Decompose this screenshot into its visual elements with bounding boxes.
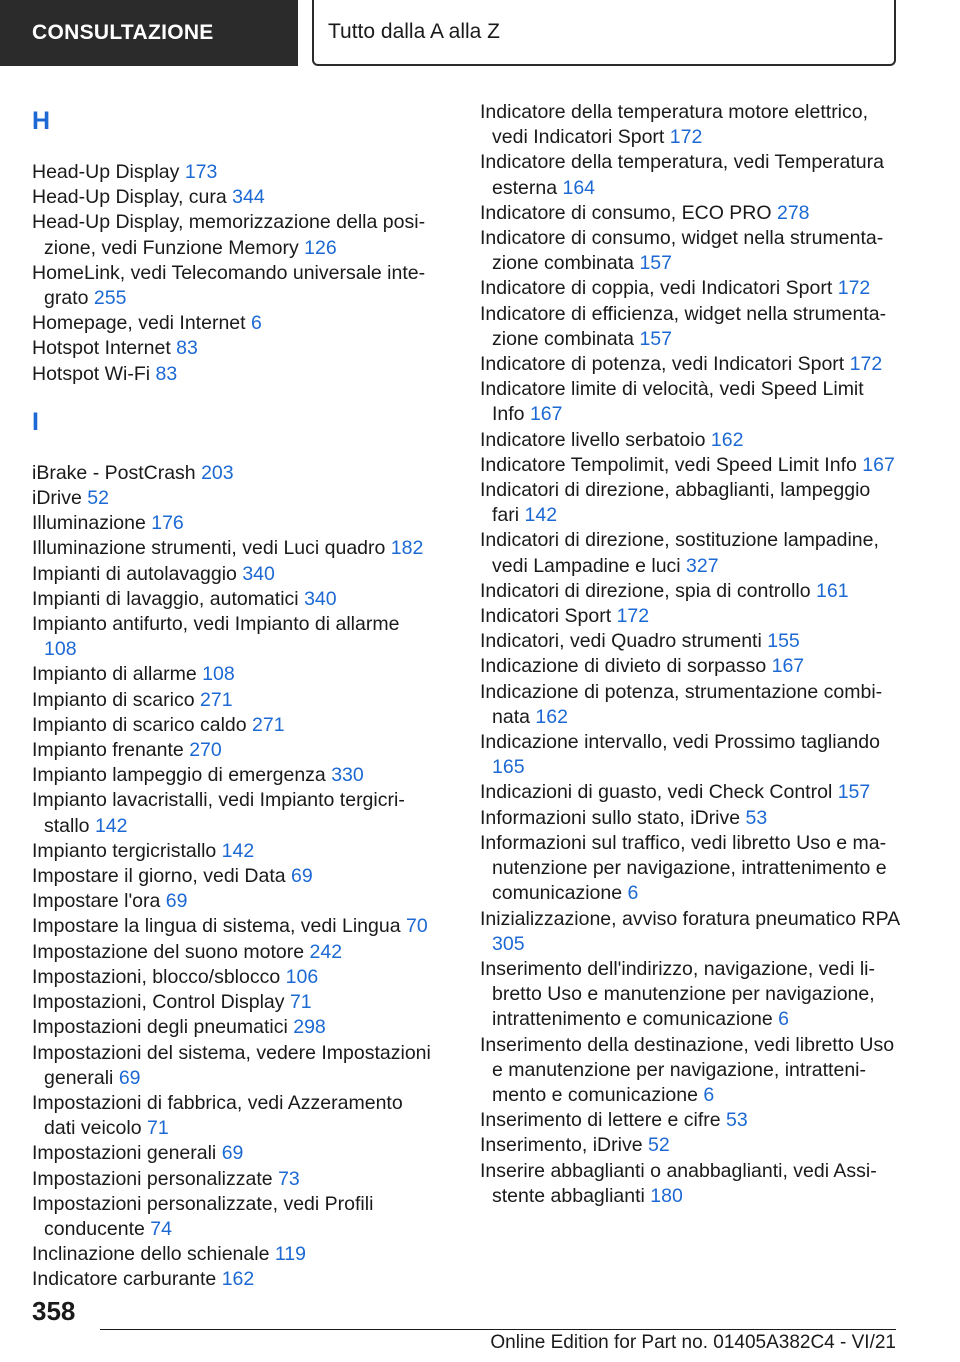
entry-text: Indicazione di potenza, strumentazione combinata [480, 680, 883, 728]
page-reference-link[interactable]: 108 [44, 638, 77, 661]
page-reference-link[interactable]: 6 [703, 1083, 715, 1106]
index-entry [32, 889, 437, 914]
page-reference-link[interactable]: 6 [250, 312, 262, 335]
page-reference-link[interactable]: 327 [686, 554, 719, 577]
page-reference-link[interactable]: 182 [390, 537, 424, 560]
index-entry [32, 914, 437, 939]
entry-text: Impostare l'ora [32, 890, 161, 913]
entry-text: Impianto di scarico caldo [32, 713, 247, 736]
entry-text: Impianti di lavaggio, automatici [32, 587, 299, 610]
page-reference-link[interactable]: 6 [627, 882, 639, 905]
index-entry [32, 738, 437, 763]
page-reference-link[interactable]: 69 [165, 890, 188, 913]
index-entry [32, 185, 437, 210]
page-reference-link[interactable]: 73 [278, 1167, 300, 1190]
page-reference-link[interactable]: 6 [778, 1008, 790, 1031]
index-entry [32, 1167, 437, 1192]
index-entry [480, 654, 900, 679]
page-reference-link[interactable]: 142 [524, 504, 558, 527]
index-entry [32, 1141, 437, 1166]
index-entry [32, 940, 437, 965]
index-entry [480, 150, 900, 200]
index-column-left [32, 100, 437, 1293]
page-reference-link[interactable]: 53 [726, 1109, 748, 1132]
index-entry [32, 210, 437, 260]
edition-info: Online Edition for Part no. 01405A382C4 - VI/21 [490, 1332, 896, 1353]
entry-text: Impianto lampeggio di emergenza [32, 764, 326, 787]
entry-text: Hotspot Internet [32, 337, 171, 360]
index-entry [32, 536, 437, 561]
index-entry [32, 311, 437, 336]
entry-text: Inclinazione dello schienale [32, 1243, 270, 1266]
index-entry [32, 486, 437, 511]
page-reference-link[interactable]: 162 [221, 1268, 255, 1291]
entry-text: Inserire abbaglianti o anabbaglianti, vedi Assistente abbaglianti [480, 1159, 877, 1207]
page-reference-link[interactable]: 298 [293, 1016, 326, 1039]
index-entry [32, 612, 437, 662]
entry-text: Indicatore carburante [32, 1268, 217, 1291]
entry-text: Indicatori di direzione, sostituzione lampadine, vedi Lampadine e luci [480, 529, 879, 577]
entry-text: iBrake - PostCrash [32, 461, 196, 484]
entry-text: Indicatore Tempolimit, vedi Speed Limit Info [480, 453, 857, 476]
index-entry [480, 1033, 900, 1109]
entry-text: Head-Up Display [32, 161, 180, 183]
index-column-right [480, 100, 900, 1209]
page-reference-link[interactable]: 173 [184, 161, 218, 183]
index-entry [480, 1108, 900, 1133]
page-reference-link[interactable]: 172 [849, 353, 883, 376]
page-reference-link[interactable]: 53 [745, 806, 768, 829]
page-reference-link[interactable]: 161 [816, 579, 849, 602]
page-reference-link[interactable]: 157 [639, 327, 672, 350]
page-reference-link[interactable]: 270 [189, 739, 222, 762]
index-entry [480, 604, 900, 629]
page-reference-link[interactable]: 52 [87, 487, 109, 510]
entry-text: Illuminazione [32, 512, 146, 535]
index-entry [32, 965, 437, 990]
page-reference-link[interactable]: 305 [492, 932, 525, 955]
index-entry [480, 478, 900, 528]
page-reference-link[interactable]: 106 [285, 965, 319, 988]
index-entry [32, 662, 437, 687]
page-reference-link[interactable]: 69 [291, 865, 313, 888]
index-entry [480, 201, 900, 226]
page-reference-link[interactable]: 83 [176, 337, 198, 360]
index-entry [480, 453, 900, 478]
entry-text: Homepage, vedi Internet [32, 312, 246, 335]
entry-text: Inserimento dell'indirizzo, navigazione, vedi libretto Uso e manutenzione per navigazione, intrattenimento e comunicazione [480, 957, 876, 1031]
index-entry [480, 907, 900, 957]
entry-text: Inizializzazione, avviso foratura pneumatico RPA [480, 907, 900, 930]
index-entry [480, 780, 900, 805]
index-entry [32, 688, 437, 713]
entry-text: Head-Up Display, memorizzazione della posizione, vedi Funzione Memory [32, 211, 426, 259]
entry-text: Impostazioni di fabbrica, vedi Azzeramento dati veicolo [32, 1091, 403, 1140]
page-reference-link[interactable]: 71 [146, 1117, 169, 1140]
index-entry [480, 302, 900, 352]
entry-text: Indicazioni di guasto, vedi Check Control [480, 781, 833, 804]
page-reference-link[interactable]: 71 [289, 991, 312, 1014]
index-entry [480, 629, 900, 654]
index-entry [32, 1242, 437, 1267]
page-reference-link[interactable]: 340 [242, 562, 275, 585]
index-entry [32, 839, 437, 864]
entry-text: Impostazioni generali [32, 1142, 217, 1165]
entry-text: Impostazioni personalizzate [32, 1167, 273, 1190]
index-entry [480, 377, 900, 427]
index-entry [32, 788, 437, 838]
page-reference-link[interactable]: 83 [155, 362, 178, 385]
page-reference-link[interactable]: 340 [304, 587, 337, 610]
entry-text: Impianti di autolavaggio [32, 562, 237, 585]
entry-text: Impostare il giorno, vedi Data [32, 865, 286, 888]
index-entry [32, 336, 437, 361]
entry-text: Impostazioni personalizzate, vedi Profili conducente [32, 1192, 374, 1240]
entry-text: Impostazioni, blocco/sblocco [32, 965, 281, 988]
entry-text: Indicatore di potenza, vedi Indicatori Sport [480, 353, 845, 376]
page-reference-link[interactable]: 69 [118, 1066, 141, 1089]
index-entry [32, 1091, 437, 1141]
index-letter-i: I [32, 407, 39, 436]
index-entry [32, 864, 437, 889]
page-reference-link[interactable]: 167 [529, 403, 563, 426]
entry-text: Indicazione intervallo, vedi Prossimo tagliando [480, 731, 880, 754]
entry-text: Impianto tergicristallo [32, 839, 217, 862]
page-reference-link[interactable]: 271 [252, 713, 285, 736]
entry-text: Head-Up Display, cura [32, 186, 227, 209]
entry-text: Impostare la lingua di sistema, vedi Lingua [32, 915, 401, 938]
index-entry [32, 990, 437, 1015]
page-reference-link[interactable]: 255 [93, 287, 127, 310]
index-entry [480, 1159, 900, 1209]
index-entry [32, 362, 437, 387]
entry-text: Impostazione del suono motore [32, 940, 305, 963]
entry-text: Impostazioni del sistema, vedere Impostazioni generali [32, 1041, 431, 1089]
index-entry [32, 1041, 437, 1091]
index-entry [480, 276, 900, 301]
index-letter-h: H [32, 107, 51, 135]
page-reference-link[interactable]: 203 [201, 461, 234, 484]
page-reference-link[interactable]: 157 [639, 252, 672, 275]
page-reference-link[interactable]: 162 [710, 428, 744, 451]
entry-text: iDrive [32, 487, 82, 510]
index-entry [480, 352, 900, 377]
index-entry [32, 1015, 437, 1040]
section-tab: CONSULTAZIONE [0, 0, 298, 66]
page-reference-link[interactable]: 164 [562, 176, 596, 199]
page-header [0, 0, 960, 66]
page-reference-link[interactable]: 167 [771, 655, 805, 678]
entry-text: Indicatore di consumo, ECO PRO [480, 201, 772, 224]
page-reference-link[interactable]: 330 [331, 764, 364, 787]
entry-text: Inserimento della destinazione, vedi libretto Uso e manutenzione per navigazione, intrattenimento e comunicazione [480, 1033, 895, 1106]
entry-text: Informazioni sul traffico, vedi libretto Uso e manutenzione per navigazione, intrattenimento e comunicazione [480, 831, 887, 905]
entry-text: Illuminazione strumenti, vedi Luci quadro [32, 537, 386, 560]
index-entry [480, 831, 900, 907]
index-entry [480, 226, 900, 276]
page-reference-link[interactable]: 74 [150, 1217, 172, 1240]
entry-text: Indicatore livello serbatoio [480, 428, 706, 451]
index-entry [32, 763, 437, 788]
page-number: 358 [32, 1296, 76, 1326]
page-reference-link[interactable]: 126 [304, 236, 337, 259]
entry-text: Impianto antifurto, vedi Impianto di allarme [32, 613, 400, 636]
entry-text: Indicatore di coppia, vedi Indicatori Sport [480, 277, 833, 300]
index-list-right [480, 100, 900, 1209]
entry-text: Impianto di allarme [32, 663, 197, 686]
entry-text: Indicatori di direzione, abbaglianti, lampeggio fari [480, 479, 871, 527]
footer-divider [100, 1329, 896, 1330]
entry-text: Indicatore di consumo, widget nella strumentazione combinata [480, 227, 884, 275]
page-reference-link[interactable]: 176 [151, 512, 184, 535]
page-reference-link[interactable]: 271 [200, 688, 233, 711]
page-reference-link[interactable]: 242 [309, 940, 343, 963]
index-entry [480, 730, 900, 780]
index-entry [32, 713, 437, 738]
page-reference-link[interactable]: 172 [616, 605, 650, 628]
index-entry [480, 957, 900, 1033]
page-reference-link[interactable]: 162 [535, 705, 568, 728]
index-list-h [32, 160, 437, 387]
index-entry [32, 562, 437, 587]
topic-tab: Tutto dalla A alla Z [312, 0, 896, 66]
entry-text: Impostazioni, Control Display [32, 991, 285, 1014]
entry-text: Indicatori Sport [480, 605, 612, 628]
page-reference-link[interactable]: 142 [221, 839, 255, 862]
index-entry [32, 1192, 437, 1242]
page-reference-link[interactable]: 172 [669, 126, 703, 149]
page-reference-link[interactable]: 70 [405, 915, 428, 938]
page-reference-link[interactable]: 167 [862, 453, 895, 476]
entry-text: Indicatore di efficienza, widget nella strumentazione combinata [480, 302, 887, 350]
index-entry [32, 511, 437, 536]
index-entry [480, 680, 900, 730]
index-entry [480, 100, 900, 150]
index-entry [480, 806, 900, 831]
entry-text: Indicatori di direzione, spia di controllo [480, 579, 811, 602]
index-entry [32, 160, 437, 185]
page-reference-link[interactable]: 119 [274, 1243, 306, 1266]
index-entry [32, 587, 437, 612]
page-reference-link[interactable]: 52 [647, 1134, 670, 1157]
page-reference-link[interactable]: 180 [650, 1184, 683, 1207]
index-entry [32, 1267, 437, 1292]
entry-text: Impianto di scarico [32, 688, 195, 711]
entry-text: Indicazione di divieto di sorpasso [480, 655, 767, 678]
entry-text: Indicatori, vedi Quadro strumenti [480, 630, 762, 653]
page-reference-link[interactable]: 69 [221, 1142, 244, 1165]
entry-text: Informazioni sullo stato, iDrive [480, 806, 741, 829]
page-reference-link[interactable]: 157 [837, 781, 871, 804]
entry-text: Indicatore della temperatura motore elettrico, vedi Indicatori Sport [480, 101, 869, 149]
page-reference-link[interactable]: 172 [837, 277, 871, 300]
index-entry [32, 461, 437, 486]
index-entry [480, 528, 900, 578]
entry-text: Indicatore limite di velocità, vedi Speed Limit Info [480, 378, 864, 426]
page-reference-link[interactable]: 108 [202, 663, 235, 686]
page-reference-link[interactable]: 142 [94, 814, 128, 837]
index-entry [480, 579, 900, 604]
index-entry [480, 428, 900, 453]
entry-text: Impostazioni degli pneumatici [32, 1016, 288, 1039]
entry-text: Impianto frenante [32, 739, 184, 762]
index-entry [32, 261, 437, 311]
index-list-i [32, 461, 437, 1293]
entry-text: Inserimento di lettere e cifre [480, 1109, 721, 1132]
entry-text: Hotspot Wi-Fi [32, 362, 151, 385]
page-reference-link[interactable]: 165 [492, 756, 525, 779]
page-reference-link[interactable]: 344 [232, 186, 265, 209]
page-reference-link[interactable]: 155 [767, 630, 800, 653]
entry-text: HomeLink, vedi Telecomando universale integrato [32, 261, 426, 310]
entry-text: Impianto lavacristalli, vedi Impianto tergicristallo [32, 789, 405, 837]
page-reference-link[interactable]: 278 [776, 201, 810, 224]
entry-text: Inserimento, iDrive [480, 1134, 643, 1157]
index-entry [480, 1133, 900, 1158]
entry-text: Indicatore della temperatura, vedi Temperatura esterna [480, 151, 884, 199]
